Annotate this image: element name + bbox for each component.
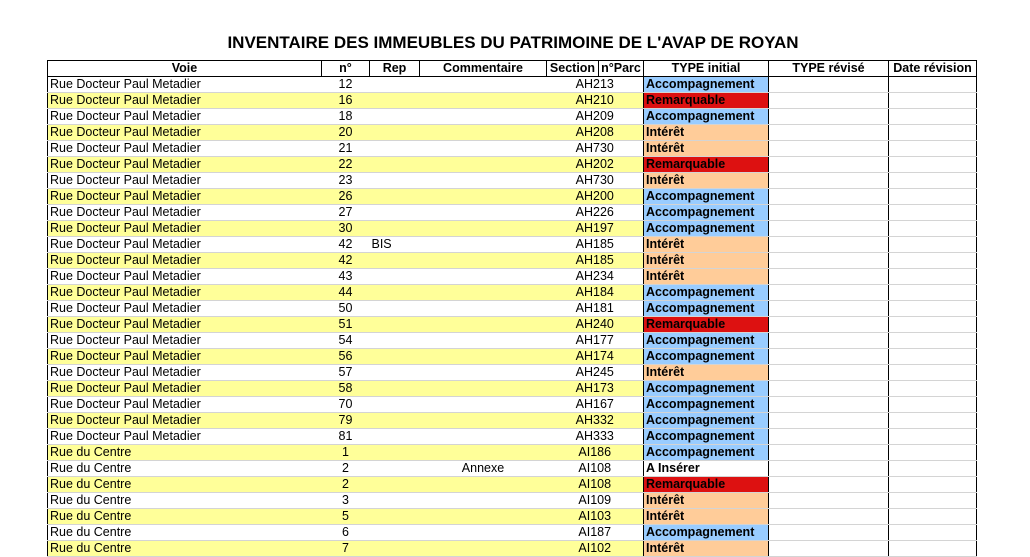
table-row: [48, 317, 977, 333]
cell-commentaire: [420, 429, 547, 445]
cell-type-initial: Intérêt: [644, 253, 769, 269]
cell-voie: Rue du Centre: [48, 493, 322, 509]
cell-commentaire: [420, 221, 547, 237]
cell-numero: 3: [322, 493, 370, 509]
cell-rep: [370, 429, 420, 445]
cell-voie: Rue Docteur Paul Metadier: [48, 365, 322, 381]
inventory-table: [47, 60, 977, 557]
cell-rep: [370, 525, 420, 541]
cell-numero: 81: [322, 429, 370, 445]
cell-type-revise: [769, 301, 889, 317]
header-commentaire: Commentaire: [420, 61, 547, 77]
table-row: [48, 125, 977, 141]
cell-type-initial: Intérêt: [644, 541, 769, 557]
cell-rep: [370, 509, 420, 525]
cell-type-initial: Accompagnement: [644, 413, 769, 429]
header-rep: Rep: [370, 61, 420, 77]
table-row: [48, 93, 977, 109]
cell-date-revision: [889, 269, 977, 285]
cell-parcelle: AH226: [547, 205, 644, 221]
cell-voie: Rue Docteur Paul Metadier: [48, 301, 322, 317]
cell-voie: Rue Docteur Paul Metadier: [48, 317, 322, 333]
cell-commentaire: [420, 141, 547, 157]
header-date-revision: Date révision: [889, 61, 977, 77]
cell-numero: 50: [322, 301, 370, 317]
table-row: [48, 525, 977, 541]
cell-type-initial: Intérêt: [644, 509, 769, 525]
cell-parcelle: AH184: [547, 285, 644, 301]
cell-commentaire: [420, 77, 547, 93]
cell-numero: 57: [322, 365, 370, 381]
cell-commentaire: [420, 397, 547, 413]
cell-voie: Rue Docteur Paul Metadier: [48, 189, 322, 205]
cell-rep: [370, 77, 420, 93]
table-row: [48, 285, 977, 301]
table-row: [48, 413, 977, 429]
cell-rep: [370, 381, 420, 397]
cell-numero: 56: [322, 349, 370, 365]
cell-parcelle: AH177: [547, 333, 644, 349]
cell-date-revision: [889, 477, 977, 493]
cell-parcelle: AH185: [547, 253, 644, 269]
cell-type-initial: Intérêt: [644, 269, 769, 285]
cell-type-initial: Accompagnement: [644, 205, 769, 221]
cell-date-revision: [889, 109, 977, 125]
cell-commentaire: [420, 445, 547, 461]
cell-numero: 16: [322, 93, 370, 109]
cell-commentaire: [420, 253, 547, 269]
cell-commentaire: [420, 237, 547, 253]
cell-parcelle: AH202: [547, 157, 644, 173]
cell-voie: Rue Docteur Paul Metadier: [48, 77, 322, 93]
cell-commentaire: Annexe: [420, 461, 547, 477]
cell-voie: Rue Docteur Paul Metadier: [48, 221, 322, 237]
header-voie: Voie: [48, 61, 322, 77]
cell-voie: Rue Docteur Paul Metadier: [48, 269, 322, 285]
cell-date-revision: [889, 445, 977, 461]
cell-voie: Rue Docteur Paul Metadier: [48, 397, 322, 413]
cell-type-revise: [769, 509, 889, 525]
cell-commentaire: [420, 205, 547, 221]
cell-type-revise: [769, 173, 889, 189]
table-row: [48, 77, 977, 93]
cell-rep: [370, 461, 420, 477]
cell-commentaire: [420, 493, 547, 509]
table-row: [48, 509, 977, 525]
cell-commentaire: [420, 381, 547, 397]
cell-numero: 6: [322, 525, 370, 541]
table-row: [48, 269, 977, 285]
cell-type-revise: [769, 525, 889, 541]
cell-type-revise: [769, 141, 889, 157]
cell-date-revision: [889, 189, 977, 205]
cell-parcelle: AH332: [547, 413, 644, 429]
cell-type-revise: [769, 349, 889, 365]
cell-date-revision: [889, 461, 977, 477]
cell-rep: [370, 349, 420, 365]
cell-commentaire: [420, 93, 547, 109]
cell-type-revise: [769, 157, 889, 173]
cell-rep: [370, 173, 420, 189]
cell-rep: [370, 541, 420, 557]
cell-rep: [370, 477, 420, 493]
cell-voie: Rue Docteur Paul Metadier: [48, 333, 322, 349]
cell-type-initial: Intérêt: [644, 493, 769, 509]
cell-type-initial: Accompagnement: [644, 445, 769, 461]
table-row: [48, 541, 977, 557]
header-type-revise: TYPE révisé: [769, 61, 889, 77]
cell-rep: [370, 157, 420, 173]
table-row: [48, 461, 977, 477]
cell-parcelle: AH209: [547, 109, 644, 125]
table-row: [48, 493, 977, 509]
table-row: [48, 221, 977, 237]
header-numero: n°: [322, 61, 370, 77]
cell-type-initial: Accompagnement: [644, 77, 769, 93]
cell-type-initial: Accompagnement: [644, 381, 769, 397]
cell-numero: 18: [322, 109, 370, 125]
cell-rep: [370, 125, 420, 141]
cell-voie: Rue Docteur Paul Metadier: [48, 173, 322, 189]
cell-type-revise: [769, 429, 889, 445]
cell-voie: Rue Docteur Paul Metadier: [48, 205, 322, 221]
page-title: INVENTAIRE DES IMMEUBLES DU PATRIMOINE DE L'AVAP DE ROYAN: [227, 33, 799, 52]
cell-commentaire: [420, 109, 547, 125]
table-row: [48, 157, 977, 173]
cell-type-revise: [769, 221, 889, 237]
cell-type-initial: Intérêt: [644, 125, 769, 141]
cell-numero: 2: [322, 477, 370, 493]
cell-rep: [370, 317, 420, 333]
cell-parcelle: AH167: [547, 397, 644, 413]
cell-type-revise: [769, 365, 889, 381]
cell-date-revision: [889, 253, 977, 269]
table-row: [48, 189, 977, 205]
cell-parcelle: AH181: [547, 301, 644, 317]
cell-commentaire: [420, 125, 547, 141]
cell-type-initial: Accompagnement: [644, 189, 769, 205]
cell-parcelle: AH174: [547, 349, 644, 365]
cell-date-revision: [889, 333, 977, 349]
cell-date-revision: [889, 77, 977, 93]
cell-numero: 58: [322, 381, 370, 397]
cell-commentaire: [420, 189, 547, 205]
table-row: [48, 429, 977, 445]
cell-voie: Rue Docteur Paul Metadier: [48, 253, 322, 269]
cell-numero: 42: [322, 253, 370, 269]
header-type-initial: TYPE initial: [644, 61, 769, 77]
cell-commentaire: [420, 349, 547, 365]
cell-parcelle: AI103: [547, 509, 644, 525]
cell-rep: [370, 93, 420, 109]
cell-type-initial: Accompagnement: [644, 429, 769, 445]
cell-numero: 2: [322, 461, 370, 477]
cell-type-revise: [769, 77, 889, 93]
cell-type-initial: Remarquable: [644, 157, 769, 173]
cell-parcelle: AH213: [547, 77, 644, 93]
cell-commentaire: [420, 269, 547, 285]
cell-type-revise: [769, 333, 889, 349]
cell-numero: 1: [322, 445, 370, 461]
cell-parcelle: AH200: [547, 189, 644, 205]
cell-type-initial: Remarquable: [644, 317, 769, 333]
table-body: [48, 77, 977, 557]
cell-parcelle: AH208: [547, 125, 644, 141]
cell-type-initial: Accompagnement: [644, 397, 769, 413]
cell-type-revise: [769, 189, 889, 205]
cell-commentaire: [420, 413, 547, 429]
cell-numero: 27: [322, 205, 370, 221]
cell-type-revise: [769, 477, 889, 493]
cell-rep: [370, 109, 420, 125]
cell-date-revision: [889, 509, 977, 525]
cell-commentaire: [420, 333, 547, 349]
header-row: [48, 61, 977, 77]
cell-numero: 42: [322, 237, 370, 253]
cell-numero: 20: [322, 125, 370, 141]
cell-commentaire: [420, 301, 547, 317]
cell-date-revision: [889, 365, 977, 381]
cell-parcelle: AH185: [547, 237, 644, 253]
cell-voie: Rue du Centre: [48, 525, 322, 541]
table-row: [48, 381, 977, 397]
cell-commentaire: [420, 285, 547, 301]
cell-voie: Rue du Centre: [48, 445, 322, 461]
cell-parcelle: AH730: [547, 173, 644, 189]
cell-type-revise: [769, 109, 889, 125]
cell-date-revision: [889, 173, 977, 189]
cell-commentaire: [420, 317, 547, 333]
cell-parcelle: AH730: [547, 141, 644, 157]
cell-voie: Rue du Centre: [48, 477, 322, 493]
cell-type-revise: [769, 253, 889, 269]
cell-parcelle: AH245: [547, 365, 644, 381]
cell-type-revise: [769, 541, 889, 557]
table-row: [48, 445, 977, 461]
cell-numero: 44: [322, 285, 370, 301]
cell-date-revision: [889, 317, 977, 333]
cell-numero: 51: [322, 317, 370, 333]
table-row: [48, 349, 977, 365]
table-row: [48, 365, 977, 381]
cell-parcelle: AH240: [547, 317, 644, 333]
cell-type-initial: Remarquable: [644, 93, 769, 109]
cell-date-revision: [889, 413, 977, 429]
cell-date-revision: [889, 429, 977, 445]
cell-date-revision: [889, 237, 977, 253]
table-row: [48, 173, 977, 189]
cell-voie: Rue Docteur Paul Metadier: [48, 381, 322, 397]
table-row: [48, 109, 977, 125]
cell-numero: 43: [322, 269, 370, 285]
cell-numero: 22: [322, 157, 370, 173]
cell-commentaire: [420, 509, 547, 525]
cell-type-initial: Intérêt: [644, 173, 769, 189]
cell-parcelle: AH197: [547, 221, 644, 237]
cell-type-initial: Accompagnement: [644, 349, 769, 365]
header-parcelle: n°Parc: [599, 61, 644, 77]
cell-rep: [370, 221, 420, 237]
cell-numero: 30: [322, 221, 370, 237]
cell-rep: [370, 253, 420, 269]
cell-type-initial: Intérêt: [644, 237, 769, 253]
cell-commentaire: [420, 541, 547, 557]
cell-type-initial: Accompagnement: [644, 333, 769, 349]
cell-type-revise: [769, 285, 889, 301]
cell-commentaire: [420, 157, 547, 173]
cell-date-revision: [889, 93, 977, 109]
cell-rep: [370, 413, 420, 429]
cell-type-initial: Accompagnement: [644, 109, 769, 125]
cell-type-revise: [769, 125, 889, 141]
cell-rep: [370, 445, 420, 461]
cell-voie: Rue Docteur Paul Metadier: [48, 429, 322, 445]
cell-numero: 26: [322, 189, 370, 205]
cell-commentaire: [420, 477, 547, 493]
cell-date-revision: [889, 285, 977, 301]
cell-rep: [370, 365, 420, 381]
cell-voie: Rue Docteur Paul Metadier: [48, 157, 322, 173]
cell-type-revise: [769, 269, 889, 285]
cell-numero: 21: [322, 141, 370, 157]
cell-commentaire: [420, 365, 547, 381]
cell-voie: Rue du Centre: [48, 461, 322, 477]
cell-date-revision: [889, 125, 977, 141]
cell-date-revision: [889, 221, 977, 237]
cell-numero: 79: [322, 413, 370, 429]
cell-voie: Rue du Centre: [48, 541, 322, 557]
cell-date-revision: [889, 381, 977, 397]
cell-type-revise: [769, 381, 889, 397]
cell-rep: [370, 189, 420, 205]
cell-parcelle: AH333: [547, 429, 644, 445]
cell-type-revise: [769, 461, 889, 477]
cell-voie: Rue Docteur Paul Metadier: [48, 109, 322, 125]
cell-type-initial: Accompagnement: [644, 525, 769, 541]
cell-parcelle: AI187: [547, 525, 644, 541]
cell-rep: [370, 141, 420, 157]
cell-type-initial: A Insérer: [644, 461, 769, 477]
cell-type-revise: [769, 493, 889, 509]
cell-type-revise: [769, 205, 889, 221]
cell-type-initial: Remarquable: [644, 477, 769, 493]
cell-type-initial: Intérêt: [644, 365, 769, 381]
cell-numero: 7: [322, 541, 370, 557]
cell-type-revise: [769, 237, 889, 253]
cell-parcelle: AI109: [547, 493, 644, 509]
cell-voie: Rue Docteur Paul Metadier: [48, 413, 322, 429]
cell-rep: [370, 397, 420, 413]
table-row: [48, 253, 977, 269]
cell-parcelle: AH173: [547, 381, 644, 397]
cell-date-revision: [889, 157, 977, 173]
cell-rep: [370, 285, 420, 301]
table-row: [48, 237, 977, 253]
cell-voie: Rue Docteur Paul Metadier: [48, 349, 322, 365]
cell-rep: [370, 301, 420, 317]
table-row: [48, 333, 977, 349]
cell-numero: 12: [322, 77, 370, 93]
cell-type-initial: Intérêt: [644, 141, 769, 157]
cell-commentaire: [420, 525, 547, 541]
table-row: [48, 397, 977, 413]
header-section: Section: [547, 61, 599, 77]
cell-numero: 23: [322, 173, 370, 189]
cell-date-revision: [889, 141, 977, 157]
cell-type-revise: [769, 93, 889, 109]
cell-date-revision: [889, 301, 977, 317]
cell-numero: 5: [322, 509, 370, 525]
cell-date-revision: [889, 397, 977, 413]
cell-date-revision: [889, 525, 977, 541]
cell-parcelle: AI186: [547, 445, 644, 461]
cell-numero: 54: [322, 333, 370, 349]
cell-parcelle: AI108: [547, 461, 644, 477]
cell-rep: [370, 269, 420, 285]
cell-voie: Rue Docteur Paul Metadier: [48, 141, 322, 157]
cell-voie: Rue Docteur Paul Metadier: [48, 125, 322, 141]
cell-rep: [370, 205, 420, 221]
cell-voie: Rue du Centre: [48, 509, 322, 525]
cell-commentaire: [420, 173, 547, 189]
cell-type-revise: [769, 397, 889, 413]
cell-date-revision: [889, 541, 977, 557]
cell-type-initial: Accompagnement: [644, 285, 769, 301]
cell-parcelle: AI102: [547, 541, 644, 557]
cell-voie: Rue Docteur Paul Metadier: [48, 285, 322, 301]
cell-type-initial: Accompagnement: [644, 221, 769, 237]
table-row: [48, 141, 977, 157]
cell-type-revise: [769, 445, 889, 461]
cell-parcelle: AH234: [547, 269, 644, 285]
cell-rep: [370, 493, 420, 509]
cell-voie: Rue Docteur Paul Metadier: [48, 93, 322, 109]
cell-type-initial: Accompagnement: [644, 301, 769, 317]
cell-rep: BIS: [370, 237, 420, 253]
cell-numero: 70: [322, 397, 370, 413]
table-row: [48, 205, 977, 221]
cell-parcelle: AH210: [547, 93, 644, 109]
cell-type-revise: [769, 317, 889, 333]
cell-type-revise: [769, 413, 889, 429]
cell-voie: Rue Docteur Paul Metadier: [48, 237, 322, 253]
table-row: [48, 301, 977, 317]
cell-parcelle: AI108: [547, 477, 644, 493]
cell-date-revision: [889, 493, 977, 509]
cell-date-revision: [889, 349, 977, 365]
cell-date-revision: [889, 205, 977, 221]
cell-rep: [370, 333, 420, 349]
table-row: [48, 477, 977, 493]
